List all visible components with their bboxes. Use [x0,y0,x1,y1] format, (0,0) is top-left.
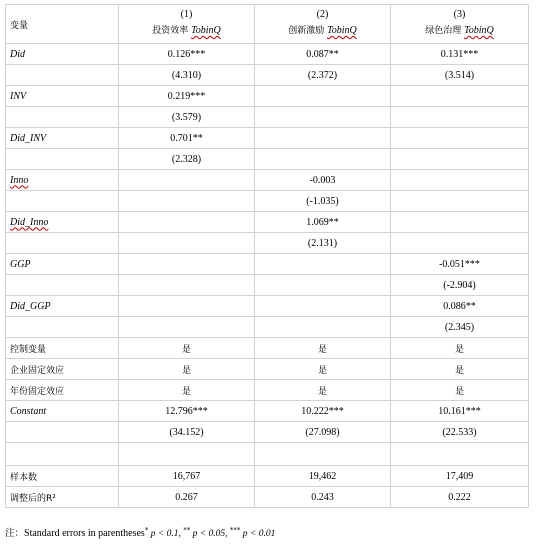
row-label [6,191,119,212]
cell-col-3 [391,212,529,233]
table-row [6,233,529,254]
row-label [6,149,119,170]
table-row [6,107,529,128]
cell-col-3: 10.161*** [391,401,529,422]
cell-col-1: 是 [119,380,255,401]
table-row [6,487,529,508]
cell-col-3: (2.345) [391,317,529,338]
table-row [6,191,529,212]
row-label: GGP [6,254,119,275]
cell-col-2: 1.069** [255,212,391,233]
cell-col-3 [391,233,529,254]
cell-col-1 [119,170,255,191]
header-col-2 [255,5,391,44]
row-label [6,65,119,86]
cell-col-1: 是 [119,359,255,380]
cell-col-3: (-2.904) [391,275,529,296]
cell-col-2: 0.243 [255,487,391,508]
cell-col-1 [119,254,255,275]
row-label: INV [6,86,119,107]
row-label: Did_GGP [6,296,119,317]
row-label [6,317,119,338]
table-row [6,443,529,466]
row-label: Constant [6,401,119,422]
table-row [6,170,529,191]
col-3-dependent-var: 绿色治理 TobinQ [425,25,494,36]
col-3-number: (3) [453,9,466,20]
table-row [6,401,529,422]
row-label: 调整后的R² [6,487,119,508]
row-label: Did [6,44,119,65]
col-1-number: (1) [180,9,193,20]
cell-col-1: 0.701** [119,128,255,149]
cell-col-1: 16,767 [119,466,255,487]
cell-col-3: (3.514) [391,65,529,86]
cell-col-2: 是 [255,359,391,380]
cell-col-2 [255,317,391,338]
row-label [6,443,119,466]
cell-col-1 [119,443,255,466]
cell-col-2: 是 [255,338,391,359]
row-label: Inno [6,170,119,191]
table-footnote: 注：Standard errors in parentheses* p < 0.1, ** p < 0.05, *** p < 0.01 [5,525,276,539]
col-2-number: (2) [316,9,329,20]
cell-col-2: (27.098) [255,422,391,443]
cell-col-3: -0.051*** [391,254,529,275]
cell-col-3 [391,149,529,170]
cell-col-1: 0.267 [119,487,255,508]
cell-col-3 [391,443,529,466]
cell-col-3: 是 [391,380,529,401]
row-label: 控制变量 [6,338,119,359]
cell-col-3: 是 [391,338,529,359]
cell-col-2: 0.087** [255,44,391,65]
cell-col-2: (2.131) [255,233,391,254]
cell-col-3: (22.533) [391,422,529,443]
cell-col-1 [119,275,255,296]
header-col-3 [391,5,529,44]
cell-col-1: (2.328) [119,149,255,170]
table-row [6,65,529,86]
cell-col-3 [391,128,529,149]
cell-col-1 [119,317,255,338]
cell-col-2 [255,275,391,296]
col-2-dependent-var: 创新激励 TobinQ [288,25,357,36]
cell-col-3: 0.222 [391,487,529,508]
cell-col-2 [255,149,391,170]
cell-col-3 [391,191,529,212]
regression-table [5,4,529,508]
row-label [6,422,119,443]
cell-col-2: (-1.035) [255,191,391,212]
cell-col-1 [119,233,255,254]
cell-col-3: 0.086** [391,296,529,317]
cell-col-3: 是 [391,359,529,380]
row-label [6,107,119,128]
table-row [6,359,529,380]
table-row [6,296,529,317]
row-label: Did_Inno [6,212,119,233]
cell-col-3: 0.131*** [391,44,529,65]
cell-col-2 [255,254,391,275]
cell-col-2: 是 [255,380,391,401]
table-row [6,149,529,170]
cell-col-1: 0.219*** [119,86,255,107]
header-col-1 [119,5,255,44]
table-row [6,380,529,401]
cell-col-2 [255,86,391,107]
cell-col-1 [119,212,255,233]
cell-col-2: -0.003 [255,170,391,191]
cell-col-2 [255,296,391,317]
table-row [6,338,529,359]
cell-col-3: 17,409 [391,466,529,487]
cell-col-1: (3.579) [119,107,255,128]
cell-col-1 [119,191,255,212]
table-row [6,86,529,107]
cell-col-2 [255,443,391,466]
cell-col-3 [391,86,529,107]
table-row [6,44,529,65]
row-label: 样本数 [6,466,119,487]
cell-col-2 [255,107,391,128]
cell-col-1: (34.152) [119,422,255,443]
cell-col-2: 10.222*** [255,401,391,422]
cell-col-1: 是 [119,338,255,359]
table-row [6,275,529,296]
cell-col-1: (4.310) [119,65,255,86]
row-label [6,275,119,296]
row-label: Did_INV [6,128,119,149]
row-label: 企业固定效应 [6,359,119,380]
cell-col-1: 12.796*** [119,401,255,422]
cell-col-2: (2.372) [255,65,391,86]
table-row [6,422,529,443]
cell-col-3 [391,170,529,191]
table-row [6,317,529,338]
header-variable-label: 变量 [6,5,119,44]
cell-col-2: 19,462 [255,466,391,487]
cell-col-2 [255,128,391,149]
table-row [6,466,529,487]
cell-col-1 [119,296,255,317]
header-row [6,5,529,44]
cell-col-3 [391,107,529,128]
col-1-dependent-var: 投资效率 TobinQ [152,25,221,36]
table-row [6,128,529,149]
row-label [6,233,119,254]
table-row [6,212,529,233]
row-label: 年份固定效应 [6,380,119,401]
table-row [6,254,529,275]
cell-col-1: 0.126*** [119,44,255,65]
